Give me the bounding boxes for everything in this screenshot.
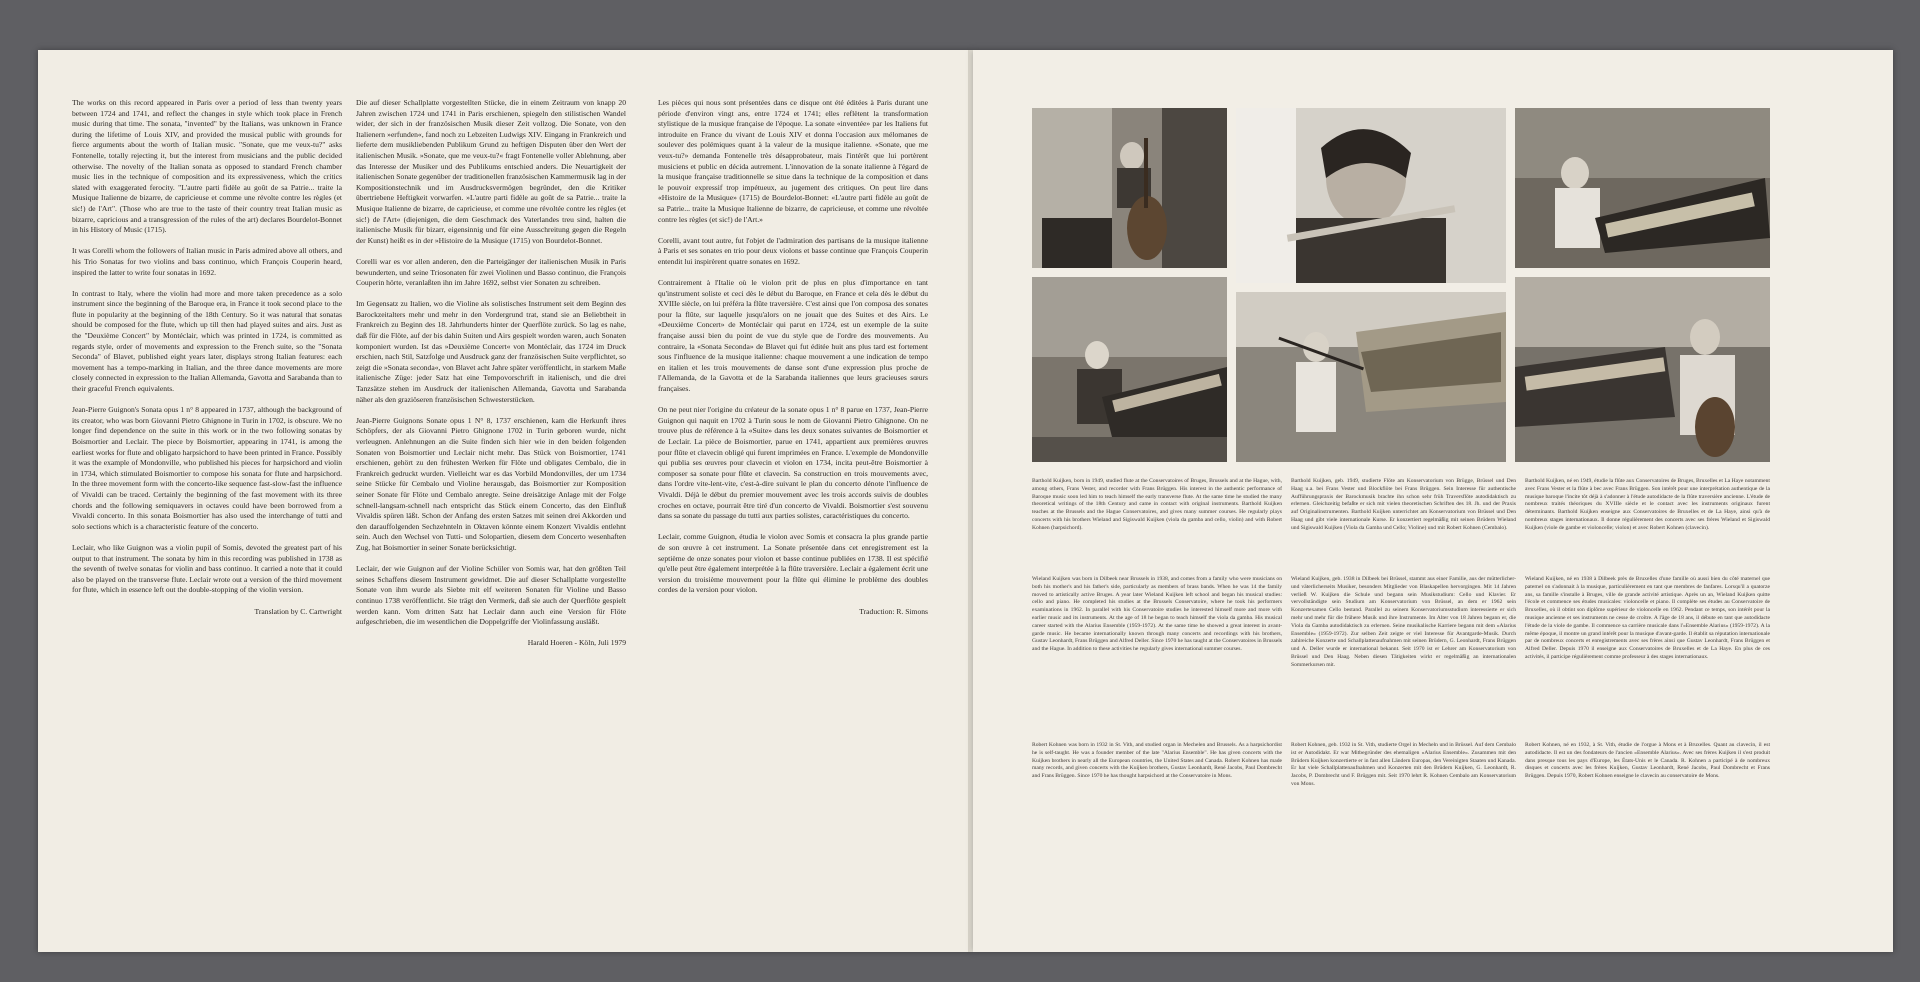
english-paragraph: In contrast to Italy, where the violin had more and more taken precedence as a solo instrument since the beginning of the Baroque era, in France it took second place to the flute in popularity at the beginning of the 18th Century. So it was natural that sonatas should be composed for the flute, which up till then had played suites and airs. Just as the "Deuxième Concert" by Montéclair, which was printed in 1724, is committed as regards style, order of movements and expression to the French suite, so the "Sonata Seconda" of Blavet, published eight years later, displays strong Italian features: each movement has a tempo-marking in Italian, and the three dance movements are more closely connected in expression to the Italian Allemanda, Gavotta and Sarabanda than to their graceful French equivalents. (72, 288, 342, 394)
german-paragraph: Jean-Pierre Guignons Sonate opus 1 N° 8, 1737 erschienen, kam die Herkunft ihres Schöpfers, der als Giovanni Pietro Ghignone 1702 in Turin geboren wurde, nicht verleugnen. Anlehnungen an die Suite finden sich hier wie in den beiden folgenden Sonaten von Boismortier und Leclair nicht mehr. Das Stück von Boismortier, 1741 erschienen, gehört zu den frühesten Werken für Flöte und obligates Cembalo, die in Frankreich gedruckt wurden. Vielleicht war es das Vorbild Mondonvilles, der um 1734 seine Stücke für Cembalo und Violine herausgab, das Boismortier zur Komposition seiner Sonate für Flöte und Cembalo anregte. Seine dreisätzige Anlage mit der Folge schnell-langsam-schnell nach entspricht das Stück einem Concerto, das den Einfluß Vivaldis spüren läßt. Schon der Anfang des ersten Satzes mit seinen drei Akkorden und den darauffolgenden Sechzehnteln in Oktaven könnte einem Konzert Vivaldis entlehnt sein. Auch den Wechsel von Tutti- und Solopartien, diesem dem Concerto wesenhaften Zug, hat Boismortier in seiner Sonate berücksichtigt. (356, 415, 626, 552)
english-paragraph: It was Corelli whom the followers of Italian music in Paris admired above all others, and his Trio Sonatas for two violins and bass continuo, which François Couperin heard, inspired the latter to write four sonatas in 1692. (72, 246, 342, 277)
photo-harpsichordist (1515, 108, 1770, 268)
french-paragraph: Corelli, avant tout autre, fut l'objet de l'admiration des partisans de la musique italienne à Paris et ses sonates en trio pour deux violons et basse continue que François Couperin entendit lui inspirèrent quatre sonates en 1692. (658, 235, 928, 266)
right-page (973, 50, 1893, 952)
bio-text: Barthold Kuijken, geb. 1949, studierte Flöte am Konservatorium von Brügge, Brüssel und Den Haag u.a. bei Frans Vester und Blockflöte bei Frans Brüggen. Sein Interesse für authentische Aufführungspraxis der Barockmusik brachte ihn schon sehr früh Traversflöte autodidaktisch zu erlernen. Gleichzeitig befaßte er sich mit vielen theoretischen Schriften des 18. Jh. und der Praxis auf Originalinstrumenten. Barthold Kuijken unterrichtet am Konservatorium von Brüssel und Den Haag und gibt viele internationale Kurse. Er konzertiert regelmäßig mit seinen Brüdern Wieland und Sigiswald Kuijken (Viola da Gamba und Cello; Violine) und mit Robert Kohnen (Cembalo). (1291, 478, 1516, 531)
german-paragraph: Leclair, der wie Guignon auf der Violine Schüler von Somis war, hat den größten Teil seines Schaffens diesem Instrument gewidmet. Die auf dieser Schallplatte vorgestellte Sonate von ihm wurde als Siebte mit elf weiteren Sonaten für Violine und Basso continuo 1738 veröffentlicht. Sie trägt den Vermerk, daß sie auch der Querflöte gespielt werden kann. Vom dritten Satz hat Leclair dann auch eine Version für Flöte aufgeschrieben, die im wesentlichen die Doppelgriffe der Violinfassung ausläßt. (356, 564, 626, 627)
english-paragraph: Leclair, who like Guignon was a violin pupil of Somis, devoted the greatest part of his output to that instrument. The sonata by him in this recording was published in 1738 as the seventh of twelve sonatas for violin and bass continuo. It carried a note that it could also be played on the transverse flute. Leclair wrote out a version of the third movement for flute, which in essence left out the double-stopping of the violin version. (72, 542, 342, 595)
photo-gamba-player (1032, 108, 1227, 268)
bio-wieland-german (1291, 576, 1516, 670)
german-paragraph: Die auf dieser Schallplatte vorgestellten Stücke, die in einem Zeitraum von knapp 20 Jahren zwischen 1724 und 1741 in Paris erschienen, spiegeln den stilistischen Wandel wider, der sich in der französischen Musik dieser Zeit vollzog. Die Sonate, von den Italienern »erfunden«, fand noch zu Lebzeiten Ludwigs XIV. Eingang in Frankreich und lieferte dem musikliebenden Publikum Grund zu heftigen Disputen über den Wert der italienischen Musik. »Sonate, que me veux-tu?« fragt Fontenelle voller Ablehnung, aber das Interesse der Musiker und des Publikums entschied anders. Die Neuartigkeit der italienischen Sonate gegenüber der traditionellen französischen Kammermusik lag in der Kompositionstechnik und im Ausdrucksvermögen begründet, den die Kritiker übertriebene Heftigkeit vorwarfen. »L'autre parti fidèle au goût de sa Patrie... traite la Musique Italienne de bizarre, de capricieuse, et comme une révoltée contre les règles (et sic!) de l'Art« (diejenigen, die dem Geschmack des Vaterlandes treu sind, halten die italienische Musik für bizarr, eigensinnig und für eine Ausschreitung gegen die Regeln der Kunst) heißt es in der »Histoire de la Musique (1715) von Bourdelot-Bonnet. (356, 98, 626, 245)
german-notes-column (356, 98, 626, 649)
photo-harpsichord-player (1032, 277, 1227, 462)
bio-text: Robert Kohnen was born in 1932 in St. Vith, and studied organ in Mechelen and Brussels. As a harpsichordist he is self-taught. He was a founder member of the late "Alarius Ensemble". He has given concerts with the Kuijken brothers in nearly all the European countries, the United States and Canada. Robert Kohnen has made many records, and given concerts with the Kuijken brothers, Gustav Leonhardt, René Jacobs, Paul Dombrecht and Frans Brüggen. Since 1970 he has thought harpsichord at the Conservatoire in Mons. (1032, 742, 1282, 780)
bio-wieland-english (1032, 576, 1282, 654)
bio-text: Barthold Kuijken, né en 1949, étudie la flûte aux Conservatoires de Bruges, Bruxelles et La Haye notamment avec Frans Vester et la flûte à bec avec Frans Brüggen. Son intérêt pour une interprétation authentique de la musique baroque l'incite tôt déjà à s'adonner à l'étude autodidacte de la flûte traversière ancienne. L'étude de nombreux traités théoriques du XVIIIe siècle et le contact avec les instruments originaux furent déterminants. Barthold Kuijken enseigne aux Conservatoires de Bruxelles et de La Haye, ainsi qu'à de nombreux stages internationaux. Il donne régulièrement des concerts avec ses frères Wieland et Sigiswald Kuijken (viole de gambe et violoncelle; violon) et avec Robert Kohnen (clavecin). (1525, 478, 1770, 531)
photo-gamba-with-harpsichord (1515, 277, 1770, 462)
bio-barthold-french (1525, 478, 1770, 533)
photo-flutist (1236, 108, 1506, 283)
bio-wieland-french (1525, 576, 1770, 662)
bio-robert-french (1525, 742, 1770, 781)
bio-text: Wieland Kuijken was born in Dilbeek near Brussels in 1938, and comes from a family who were musicians on both his mother's and his father's side, particularly as members of brass bands. When he was 14 the family moved to artistically active Bruges. A year later Wieland Kuijken left school and began his musical studies: cello and piano. He completed his studies at the Brussels Conservatoire, where he took his performers examinations in 1962. In parallel with his Conservatoire studies he interested himself more and more with earlier music and its instruments. At the age of 18 he began to teach himself the viola da gamba. His musical career started with the Alarius Ensemble (1959-1972). At the same time he showed a great interest in avant-garde music. He became internationally known through many concerts and recordings with his brothers, Gustav Leonhardt, Frans Brüggen and Alfred Deller. Since 1970 he has taught at the Conservatoires in Brussels and the Hague. In addition to these activities he regularly gives international summer courses. (1032, 576, 1282, 653)
french-paragraph: On ne peut nier l'origine du créateur de la sonate opus 1 n° 8 parue en 1737, Jean-Pierre Guignon qui naquit en 1702 à Turin sous le nom de Giovanni Pietro Ghignone. On ne trouve plus de référence à la «Suite» dans les deux sonates suivantes de Boismortier et de Leclair. La pièce de Boismortier, parue en 1741, appartient aux premières œuvres pour flûte et clavecin obligé qui furent imprimées en France. L'exemple de Mondonville qui publia ses œuvres pour clavecin et violon en 1734, incita peut-être Boismortier à composer sa sonate pour flûte et clavecin. Sa construction en trois mouvements avec, dans l'ordre vite-lent-vite, c'est-à-dire suivant le plan du concerto dénote l'influence de Vivaldi. Déjà le début du premier mouvement avec les trois accords suivis de doubles croches en octave, pourrait être tiré d'un concerto de Vivaldi. Boismortier s'est souvenu dans sa sonate du passage du tutti aux parties solistes, caractéristiques du concerto. (658, 405, 928, 521)
german-paragraph: Im Gegensatz zu Italien, wo die Violine als solistisches Instrument seit dem Beginn des Barockzeitalters mehr und mehr in den Vordergrund trat, stand sie an Beliebtheit in Frankreich zu Beginn des 18. Jahrhunderts hinter der Querflöte zurück. So lag es nahe, daß für die Flöte, auf der bis dahin Suiten und Airs gespielt worden waren, auch Sonaten komponiert wurden. Ist das »Deuxième Concert« von Montéclair, das 1724 im Druck erschien, nach Stil, Satzfolge und Ausdruck ganz der französischen Suite verpflichtet, so zeigt die »Sonata seconda«, von Blavet acht Jahre später veröffentlicht, in starkem Maße italienische Züge: jeder Satz hat eine Tempovorschrift in italienisch, und die drei Tanzsätze stehen im Ausdruck der italienischen Allemanda, Gavotta und Sarabanda näher als den graziöseren französischen Schwesterstücken. (356, 299, 626, 404)
bio-robert-english (1032, 742, 1282, 781)
french-notes-column (658, 98, 928, 617)
author-signature: Harald Hoeren - Köln, Juli 1979 (527, 638, 626, 648)
bio-text: Robert Kohnen, né en 1932, à St. Vith, étudie de l'orgue à Mons et à Bruxelles. Quant au clavecin, il est autodidacte. Il est un des fondateurs de l'ancien «Ensemble Alarius». Avec ses frères Kuijken il s'est produit dans presque tous les pays d'Europe, les États-Unis et le Canada. R. Kohnen a participé à de nombreux disques et concerts avec les frères Kuijken, Gustav Leonhardt, René Jacobs, Paul Dombrecht et Frans Brüggen. Depuis 1970, Robert Kohnen enseigne le clavecin au conservatoire de Mons. (1525, 742, 1770, 780)
bio-text: Wieland Kuijken, né en 1938 à Dilbeek près de Bruxelles d'une famille où aussi bien du côté maternel que paternel on s'adonnait à la musique, particulièrement en tant que membres de fanfares. Lorsqu'il a quatorze ans, sa famille s'installe à Bruges, ville de grande activité artistique. Après un an, Wieland Kuijken quitte l'école et commence ses études musicales: violoncelle et piano. Il complète ses études au Conservatoire de Bruxelles, où il obtint son diplôme supérieur de violoncelle en 1962. Pendant ce temps, son intérêt pour la musique ancienne et ses instruments ne cesse de croître. A l'âge de 18 ans, il débute en tant que autodidacte l'étude de la viole de gambe. Il commence sa carrière musicale dans l'«Ensemble Alarius» (1959-1972). A la même époque, il montre un grand intérêt pour la musique d'avant-garde. Il établit sa réputation internationale par de nombreux concerts et enregistrements avec ses frères ainsi que Gustav Leonhardt, Frans Brüggen et Alfred Deller. Depuis 1970 il enseigne aux Conservatoires de Bruxelles et de La Haye. En plus de ces activités, il participe régulièrement comme professeur à des stages internationaux. (1525, 576, 1770, 660)
bio-text: Wieland Kuijken, geb. 1938 in Dilbeek bei Brüssel, stammt aus einer Familie, aus der mütterlicher- und väterlicherseits Musiker, besonders Mitglieder von Blaskapellen hervorgingen. Mit 14 Jahren verließ W. Kuijken die Schule und begann sein Musikstudium: Cello und Klavier. Er vervollständigte sein Studium am Konservatorium von Brüssel, an dem er 1962 sein Konzertexamen Cello bestand. Parallel zu seinem Konservatoriumsstudium interessierte er sich mehr und mehr für die frühere Musik und ihre Instrumente. Im Alter von 18 Jahren begann er, die Viola da Gamba autodidaktisch zu erlernen. Seine musikalische Karriere begann mit dem »Alarius Ensemble« (1959-1972). Zur selben Zeit zeigte er viel Interesse für Avantgarde-Musik. Durch zahlreiche Konzerte und Schallplattenaufnahmen mit seinen Brüdern, G. Leonhardt, Frans Brüggen und A. Deller wurde er international bekannt. Seit 1970 ist er Lehrer am Konservatorium von Brüssel und Den Haag. Neben diesen Tätigkeiten wirkt er regelmäßig an internationalen Sommerkursen mit. (1291, 576, 1516, 668)
translator-signature: Traduction: R. Simons (859, 606, 928, 616)
left-page (38, 50, 973, 952)
bio-barthold-english (1032, 478, 1282, 533)
bio-text: Barthold Kuijken, born in 1949, studied flute at the Conservatoires of Bruges, Brussels and at the Hague, with, among others, Frans Vester, and recorder with Frans Brüggen. His interest in the authentic performance of Baroque music soon led him to teach himself the early transverse flute. At the same time he studied the many theoretical writings of the 18th Century and came in contact with original instruments. Barthold Kuijken teaches at the Brussels and the Hague Conservatoires, and gives many summer courses. He regularly plays concerts with his brothers Wieland and Sigiswald Kuijken (viola da gamba and cello, violin) and with Robert Kohnen (harpsichord). (1032, 478, 1282, 531)
french-paragraph: Les pièces qui nous sont présentées dans ce disque ont été éditées à Paris durant une période d'environ vingt ans, entre 1724 et 1741; elles reflètent la transformation stylistique de la musique française de l'époque. La sonate «inventée» par les Italiens fut introduite en France du vivant de Louis XIV et donna l'occasion aux mélomanes de soulever des polémiques quant à la valeur de la musique italienne. «Sonate, que me veux-tu?» demanda Fontenelle très désapprobateur, mais l'intérêt que lui portèrent musiciens et public en décida autrement. L'innovation de la sonate italienne à l'égard de la musique française traditionnelle se situe dans la technique de la composition et dans le pouvoir expressif trop impétueux, au jugement des critiques. On peut lire dans «Histoire de la Musique» (1715) de Bourdelot-Bonnet: «L'autre parti fidèle au goût de sa Patrie... traite la Musique Italienne de bizarre, de capricieuse, et comme une révoltée contre les règles (et sic!) de l'Art.» (658, 98, 928, 224)
french-paragraph: Leclair, comme Guignon, étudia le violon avec Somis et consacra la plus grande partie de son œuvre à cet instrument. La Sonate présentée dans cet enregistrement est la septième de onze sonates pour violon et basse continue publiées en 1738. Il est spécifié qu'elle peut être également interprétée à la flûte traversière. Leclair a également écrit une version du troisième mouvement pour la flûte qui élimine le problème des doubles cordes de la version pour violon. (658, 532, 928, 595)
bio-robert-german (1291, 742, 1516, 789)
german-paragraph: Corelli war es vor allen anderen, den die Parteigänger der italienischen Musik in Paris bewunderten, und seine Triosonaten für zwei Violinen und Basso continuo, die François Couperin hörte, veranlaßten ihn im Jahre 1692, selbst vier Sonaten zu schreiben. (356, 256, 626, 288)
bio-text: Robert Kohnen, geb. 1932 in St. Vith, studierte Orgel in Mecheln und in Brüssel. Auf dem Cembalo ist er Autodidakt. Er war Mitbegründer des ehemaligen »Alarius Ensemble«. Zusammen mit den Brüdern Kuijken konzertierte er in fast allen Ländern Europas, den Vereinigten Staaten und Kanada. Er hat viele Schallplattenaufnahmen und Konzerten mit den Brüdern Kuijken, G. Leonhardt, R. Jacobs, P. Dombrecht und F. Brüggen mit. Seit 1970 lehrt R. Kohnen Cembalo am Konservatorium von Mons. (1291, 742, 1516, 787)
english-paragraph: The works on this record appeared in Paris over a period of less than twenty years between 1724 and 1741, and reflect the changes in style which took place in French music during that time. The sonata, "invented" by the Italians, was unknown in France during the lifetime of Louis XIV, and provided the musical public with grounds for fierce arguments about the worth of Italian music. "Sonate, que me veux-tu?" asks Fontenelle, totally rejecting it, but the interest from musicians and the public decided otherwise. The novelty of the Italian sonata as opposed to standard French chamber music lies in the technique of composition and its expressiveness, which the critics slated with exaggerated ferocity. "L'autre parti fidèle au goût de sa Patrie... traite la Musique Italienne de bizarre, de capricieuse et comme une révolte contre les règles (et sic!) de l'Art". (Those who are true to the taste of their country treat Italian music as bizarre, capricious and a transgression of the rules of the art) declares Bourdelot-Bonnet in his History of Music (1715). (72, 98, 342, 235)
english-paragraph: Jean-Pierre Guignon's Sonata opus 1 n° 8 appeared in 1737, although the background of its creator, who was born Giovanni Pietro Ghignone in Turin in 1702, is obscure. We no longer find dependence on the suite in this work or in the two following sonatas by Boismortier and Leclair. The piece by Boismortier, appearing in 1741, is among the earliest works for flute and obligato harpsichord to have been printed in France. Possibly it was the example of Mondonville, who published his pieces for harpsichord and violin in 1734, which stimulated Boismortier to compose his sonata for flute and harpsichord. In the three movement form with the concerto-like sequence fast-slow-fast the influence of Vivaldi can be traced. Certainly the beginning of the fast movement with its three chords and the following semiquavers in octaves could have been borrowed from a Vivaldi concerto. In this sonata Boismortier has also used the interchange of tutti and solo sections which is a characteristic feature of the concerto. (72, 405, 342, 531)
bio-barthold-german (1291, 478, 1516, 533)
english-notes-column (72, 98, 342, 617)
french-paragraph: Contrairement à l'Italie où le violon prit de plus en plus d'importance en tant qu'instrument soliste et ceci dès le début du Baroque, en France et cela dès le début du XVIIIe siècle, on lui préféra la flûte traversière. C'est ainsi que l'on composa des sonates pour la flûte, sur laquelle jusqu'alors on ne jouait que des Suites et des Airs. Le «Deuxième Concert» de Montéclair qui parut en 1724, est un exemple de la suite française aussi bien du point de vue du style que de l'ordre des mouvements. Au contraire, la «Sonata Seconda» de Blavet qui fut éditée huit ans plus tard est fortement sous l'influence de la musique italienne: chaque mouvement a une indication de tempo en italien et les trois mouvements de danse sont d'une expression plus proche de l'Allemanda, de la Gavotta et de la Sarabanda italiennes que leurs gracieuses sœurs françaises. (658, 278, 928, 394)
translation-credit: Translation by C. Cartwright (254, 606, 342, 616)
photo-violinist-and-harpsichord (1236, 292, 1506, 462)
